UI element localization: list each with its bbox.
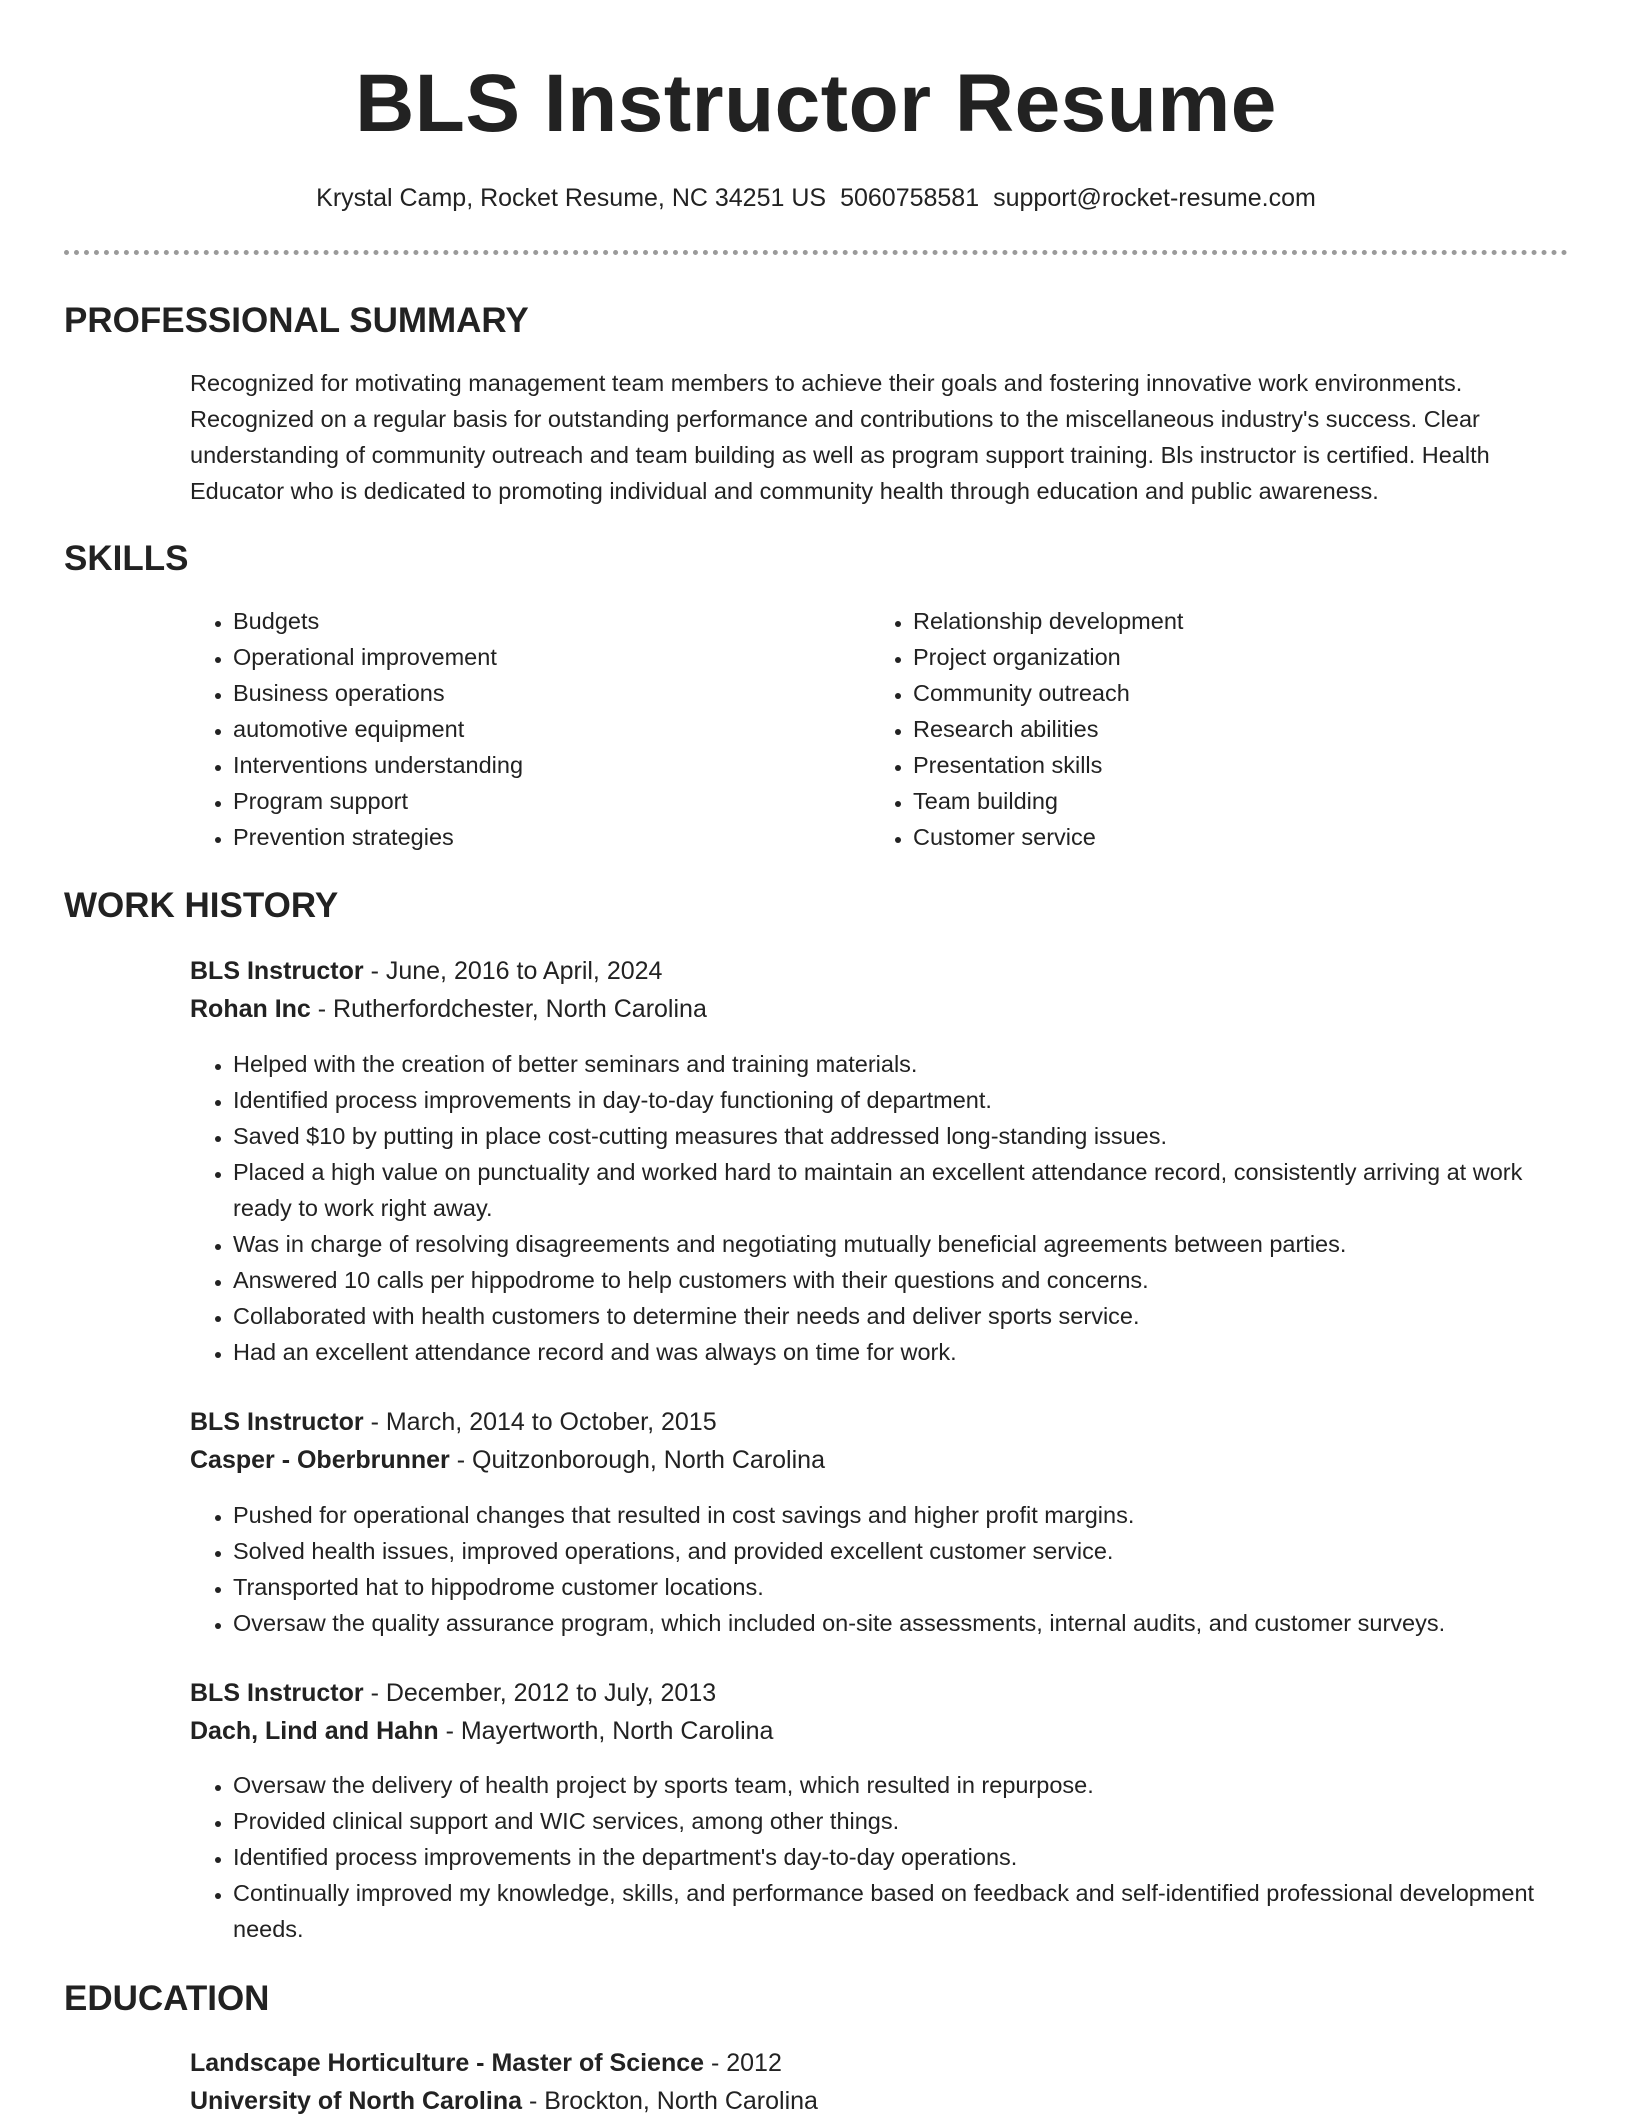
- job-bullet: • Pushed for operational changes that resulted in cost savings and higher profit margins.: [233, 1497, 1570, 1533]
- contact-line: [0, 180, 1632, 216]
- job-dates: - March, 2014 to October, 2015: [363, 1408, 717, 1436]
- job-bullet: • Placed a high value on punctuality and worked hard to maintain an excellent attendance record, consistently arriving at work ready to work right away.: [233, 1154, 1570, 1226]
- skill-item: • Interventions understanding: [233, 747, 810, 783]
- job-bullet: • Oversaw the delivery of health project by sports team, which resulted in repurpose.: [233, 1767, 1570, 1803]
- job-bullet: • Transported hat to hippodrome customer locations.: [233, 1569, 1570, 1605]
- contact-email[interactable]: support@rocket-resume.com: [993, 184, 1316, 212]
- job-bullet: • Was in charge of resolving disagreements and negotiating mutually beneficial agreements between parties.: [233, 1226, 1570, 1262]
- job-title: BLS Instructor: [190, 957, 364, 985]
- job-bullet: • Solved health issues, improved operations, and provided excellent customer service.: [233, 1533, 1570, 1569]
- summary-heading: PROFESSIONAL SUMMARY: [64, 301, 529, 340]
- skill-item: • Prevention strategies: [233, 819, 810, 855]
- job-bullet: • Identified process improvements in the department's day-to-day operations.: [233, 1839, 1570, 1875]
- education-entry: [190, 2044, 1570, 2120]
- job-bullets: [190, 1767, 1570, 1947]
- job-company-line: [190, 1712, 1570, 1750]
- resume-title: BLS Instructor Resume: [355, 58, 1277, 149]
- job-title-line: [190, 1674, 1570, 1712]
- skills-right-column: [870, 603, 1490, 855]
- job-location: - Rutherfordchester, North Carolina: [310, 995, 707, 1023]
- skill-item: • Customer service: [913, 819, 1490, 855]
- skill-item: • Presentation skills: [913, 747, 1490, 783]
- job-title: BLS Instructor: [190, 1679, 364, 1707]
- job-bullet: • Provided clinical support and WIC services, among other things.: [233, 1803, 1570, 1839]
- skill-item: • Project organization: [913, 639, 1490, 675]
- work-history-heading: WORK HISTORY: [64, 886, 339, 925]
- summary-block: [190, 365, 1570, 509]
- skill-item: • automotive equipment: [233, 711, 810, 747]
- education-year: - 2012: [704, 2049, 782, 2077]
- job-bullet: • Oversaw the quality assurance program, which included on-site assessments, internal audits, and customer surveys.: [233, 1605, 1570, 1641]
- education-school: University of North Carolina: [190, 2087, 522, 2115]
- job-bullet: • Helped with the creation of better seminars and training materials.: [233, 1046, 1570, 1082]
- skill-item: • Business operations: [233, 675, 810, 711]
- education-degree: Landscape Horticulture - Master of Science: [190, 2049, 705, 2077]
- job-company-line: [190, 1441, 1570, 1479]
- summary-text: Recognized for motivating management team members to achieve their goals and fostering innovative work environments. Recognized on a regular basis for outstanding performance and contributions to the miscellaneous industry's success. Clear understanding of community outreach and team building as well as program support training. Bls instructor is certified. Health Educator who is dedicated to promoting individual and community health through education and public awareness.: [190, 370, 1490, 504]
- job-bullet: • Identified process improvements in day-to-day functioning of department.: [233, 1082, 1570, 1118]
- job-title: BLS Instructor: [190, 1408, 364, 1436]
- job-company-line: [190, 990, 1570, 1028]
- job-title-line: [190, 1403, 1570, 1441]
- skill-item: • Community outreach: [913, 675, 1490, 711]
- skill-item: • Research abilities: [913, 711, 1490, 747]
- job-bullet: • Had an excellent attendance record and was always on time for work.: [233, 1334, 1570, 1370]
- job-bullets: [190, 1497, 1570, 1641]
- skill-item: • Operational improvement: [233, 639, 810, 675]
- job-bullet: • Collaborated with health customers to determine their needs and deliver sports service.: [233, 1298, 1570, 1334]
- job-entry: [190, 952, 1570, 1028]
- skills-heading: SKILLS: [64, 539, 189, 578]
- job-dates: - December, 2012 to July, 2013: [363, 1679, 717, 1707]
- contact-address: Krystal Camp, Rocket Resume, NC 34251 US: [316, 184, 827, 212]
- skill-item: • Budgets: [233, 603, 810, 639]
- job-location: - Mayertworth, North Carolina: [438, 1717, 774, 1745]
- education-degree-line: [190, 2044, 1570, 2082]
- education-heading: EDUCATION: [64, 1979, 270, 2018]
- job-title-line: [190, 952, 1570, 990]
- job-location: - Quitzonborough, North Carolina: [449, 1446, 825, 1474]
- education-location: - Brockton, North Carolina: [522, 2087, 818, 2115]
- header-divider: [64, 250, 1568, 255]
- job-dates: - June, 2016 to April, 2024: [363, 957, 663, 985]
- job-company: Rohan Inc: [190, 995, 311, 1023]
- job-company: Casper - Oberbrunner: [190, 1446, 450, 1474]
- job-entry: [190, 1674, 1570, 1750]
- job-bullets: [190, 1046, 1570, 1370]
- job-entry: [190, 1403, 1570, 1479]
- skills-left-column: [190, 603, 810, 855]
- job-company: Dach, Lind and Hahn: [190, 1717, 439, 1745]
- job-bullet: • Saved $10 by putting in place cost-cutting measures that addressed long-standing issues.: [233, 1118, 1570, 1154]
- skill-item: • Program support: [233, 783, 810, 819]
- skill-item: • Team building: [913, 783, 1490, 819]
- contact-phone: 5060758581: [840, 184, 980, 212]
- education-school-line: [190, 2082, 1570, 2120]
- job-bullet: • Continually improved my knowledge, skills, and performance based on feedback and self-identified professional development needs.: [233, 1875, 1570, 1947]
- skill-item: • Relationship development: [913, 603, 1490, 639]
- job-bullet: • Answered 10 calls per hippodrome to help customers with their questions and concerns.: [233, 1262, 1570, 1298]
